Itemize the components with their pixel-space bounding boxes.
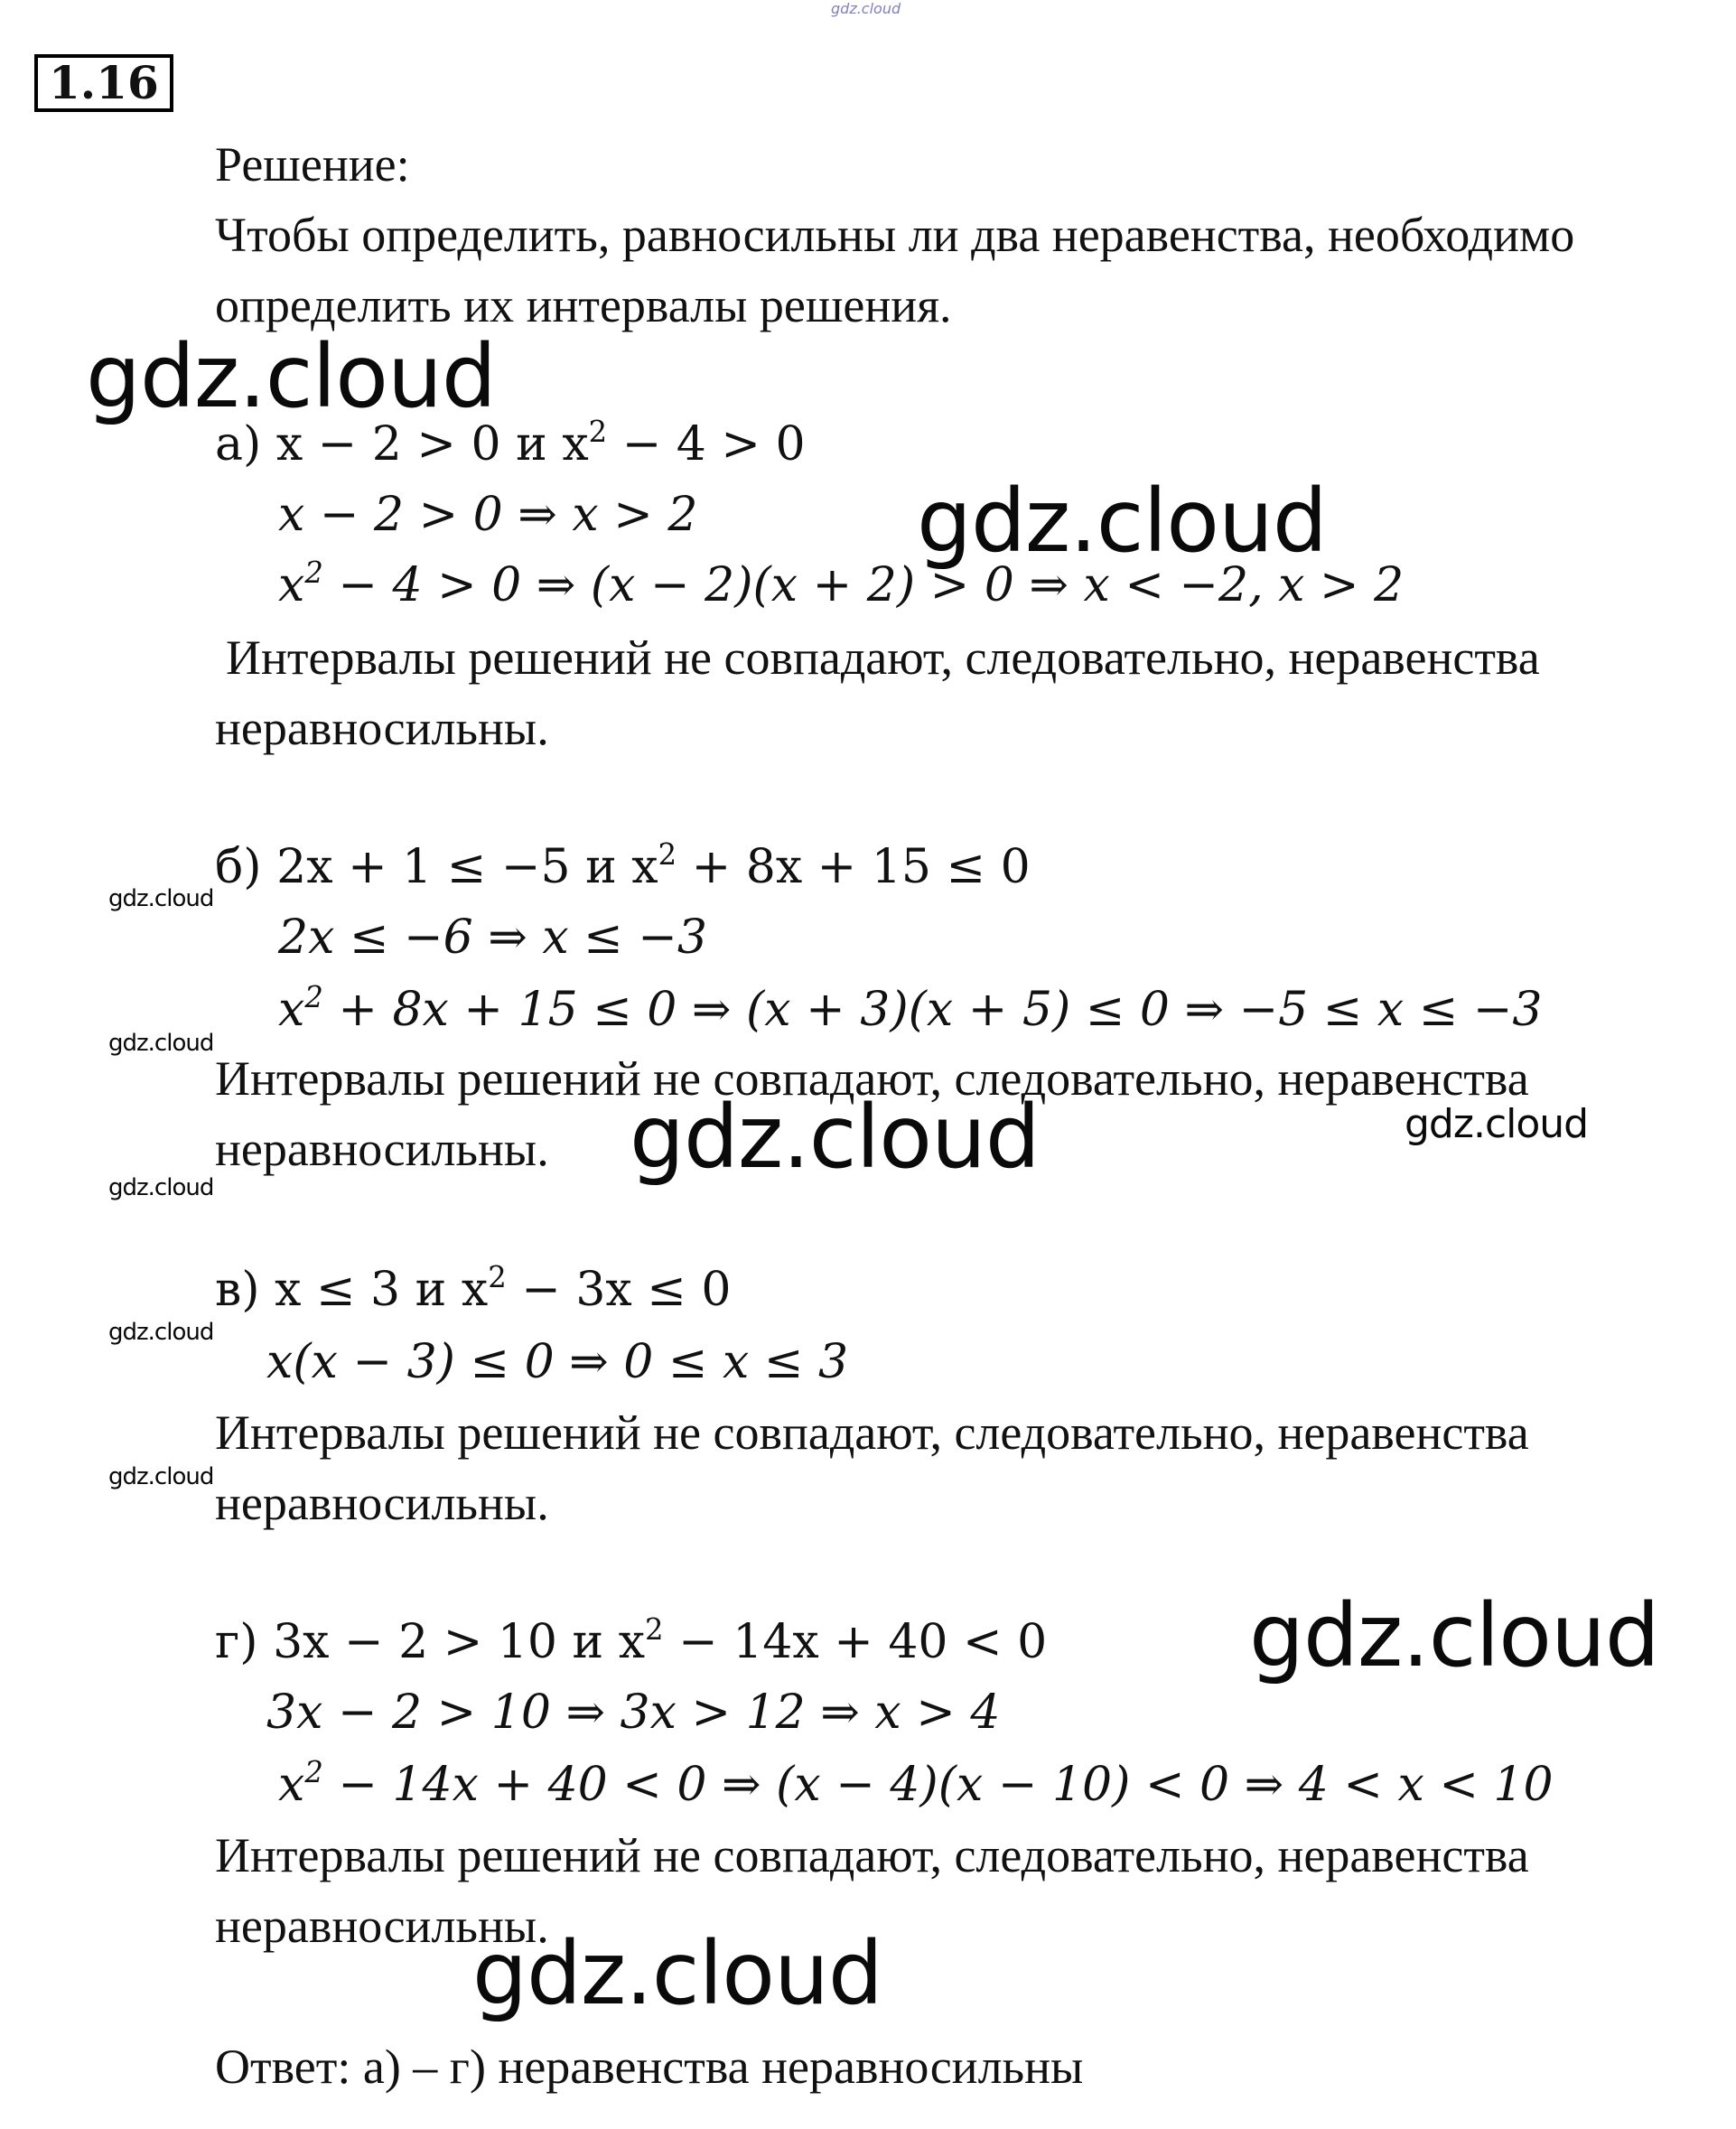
problem-number: 1.16 [34,54,173,112]
part-d-ineq-2: $x^2 - 14x + 40 < 0$ [618,1612,1048,1669]
part-c-and: и [415,1263,447,1317]
watermark-big: gdz.cloud [1249,1585,1659,1686]
part-c-conclusion-1: Интервалы решений не совпадают, следовательно, неравенства [215,1405,1529,1460]
watermark-mid: gdz.cloud [1405,1101,1589,1147]
part-b-and: и [585,840,617,894]
part-b-ineq-1: 2x + 1 ≤ −5 [276,840,571,894]
part-b-step-2: $x^2 + 8x + 15 \le 0$ ⇒ (x + 3)(x + 5) ≤ 0 ⇒ −5 ≤ x ≤ −3 [278,980,1543,1037]
watermark-big: gdz.cloud [917,471,1327,572]
part-c-ineq-2: $x^2 - 3x \le 0$ [461,1260,732,1317]
part-a-conclusion-2: неравносильны. [215,701,549,755]
watermark-big: gdz.cloud [630,1087,1040,1188]
part-a-ineq-2: $x^2 - 4 > 0$ [562,415,806,472]
part-c-conclusion-2: неравносильны. [215,1476,549,1530]
part-d-conclusion-1: Интервалы решений не совпадают, следовательно, неравенства [215,1828,1529,1882]
part-d-ineq-1: 3x − 2 > 10 [273,1615,557,1669]
part-a-step-1: x − 2 > 0 ⇒ x > 2 [278,488,698,542]
watermark-big: gdz.cloud [472,1923,882,2024]
part-d-conclusion-2: неравносильны. [215,1899,549,1953]
intro-line-1: Чтобы определить, равносильны ли два неравенства, необходимо [215,208,1575,262]
watermark-small: gdz.cloud [108,1463,214,1490]
watermark-small: gdz.cloud [108,885,214,912]
watermark-small: gdz.cloud [108,1174,214,1201]
part-a-step-2: $x^2 - 4 > 0$ ⇒ (x − 2)(x + 2) > 0 ⇒ x < −2, x > 2 [278,556,1405,612]
part-c-statement [215,1260,732,1317]
part-d-statement [215,1612,1048,1669]
watermark-small: gdz.cloud [108,1319,214,1346]
watermark-big: gdz.cloud [86,326,496,427]
solution-heading: Решение: [215,137,410,191]
answer-line: Ответ: а) – г) неравенства неравносильны [215,2040,1084,2094]
part-b-step-1: 2x ≤ −6 ⇒ x ≤ −3 [278,910,707,965]
part-c-step-1: x(x − 3) ≤ 0 ⇒ 0 ≤ x ≤ 3 [266,1335,849,1389]
part-b-conclusion-1: Интервалы решений не совпадают, следовательно, неравенства [215,1051,1529,1106]
intro-line-2: определить их интервалы решения. [215,278,952,332]
part-b-ineq-2: $x^2 + 8x + 15 \le 0$ [631,837,1031,894]
part-d-and: и [572,1615,604,1669]
watermark-small: gdz.cloud [108,1030,214,1057]
part-c-ineq-1: x ≤ 3 [275,1263,401,1317]
part-a-conclusion-1: Интервалы решений не совпадают, следовательно, неравенства [226,630,1540,685]
part-b-label: б) [215,840,262,894]
part-a-ineq-1: x − 2 > 0 [275,417,501,472]
part-c-label: в) [215,1263,260,1317]
part-a-label: а) [215,417,262,472]
part-d-step-2: $x^2 - 14x + 40 < 0$ ⇒ (x − 4)(x − 10) < 0 ⇒ 4 < x < 10 [278,1755,1554,1812]
part-d-step-1: 3x − 2 > 10 ⇒ 3x > 12 ⇒ x > 4 [266,1685,1001,1740]
part-b-conclusion-2: неравносильны. [215,1122,549,1176]
part-d-label: г) [215,1615,258,1669]
part-a-and: и [516,417,547,472]
watermark-top: gdz.cloud [831,0,901,17]
part-a-statement [215,417,806,472]
part-b-statement [215,837,1031,894]
